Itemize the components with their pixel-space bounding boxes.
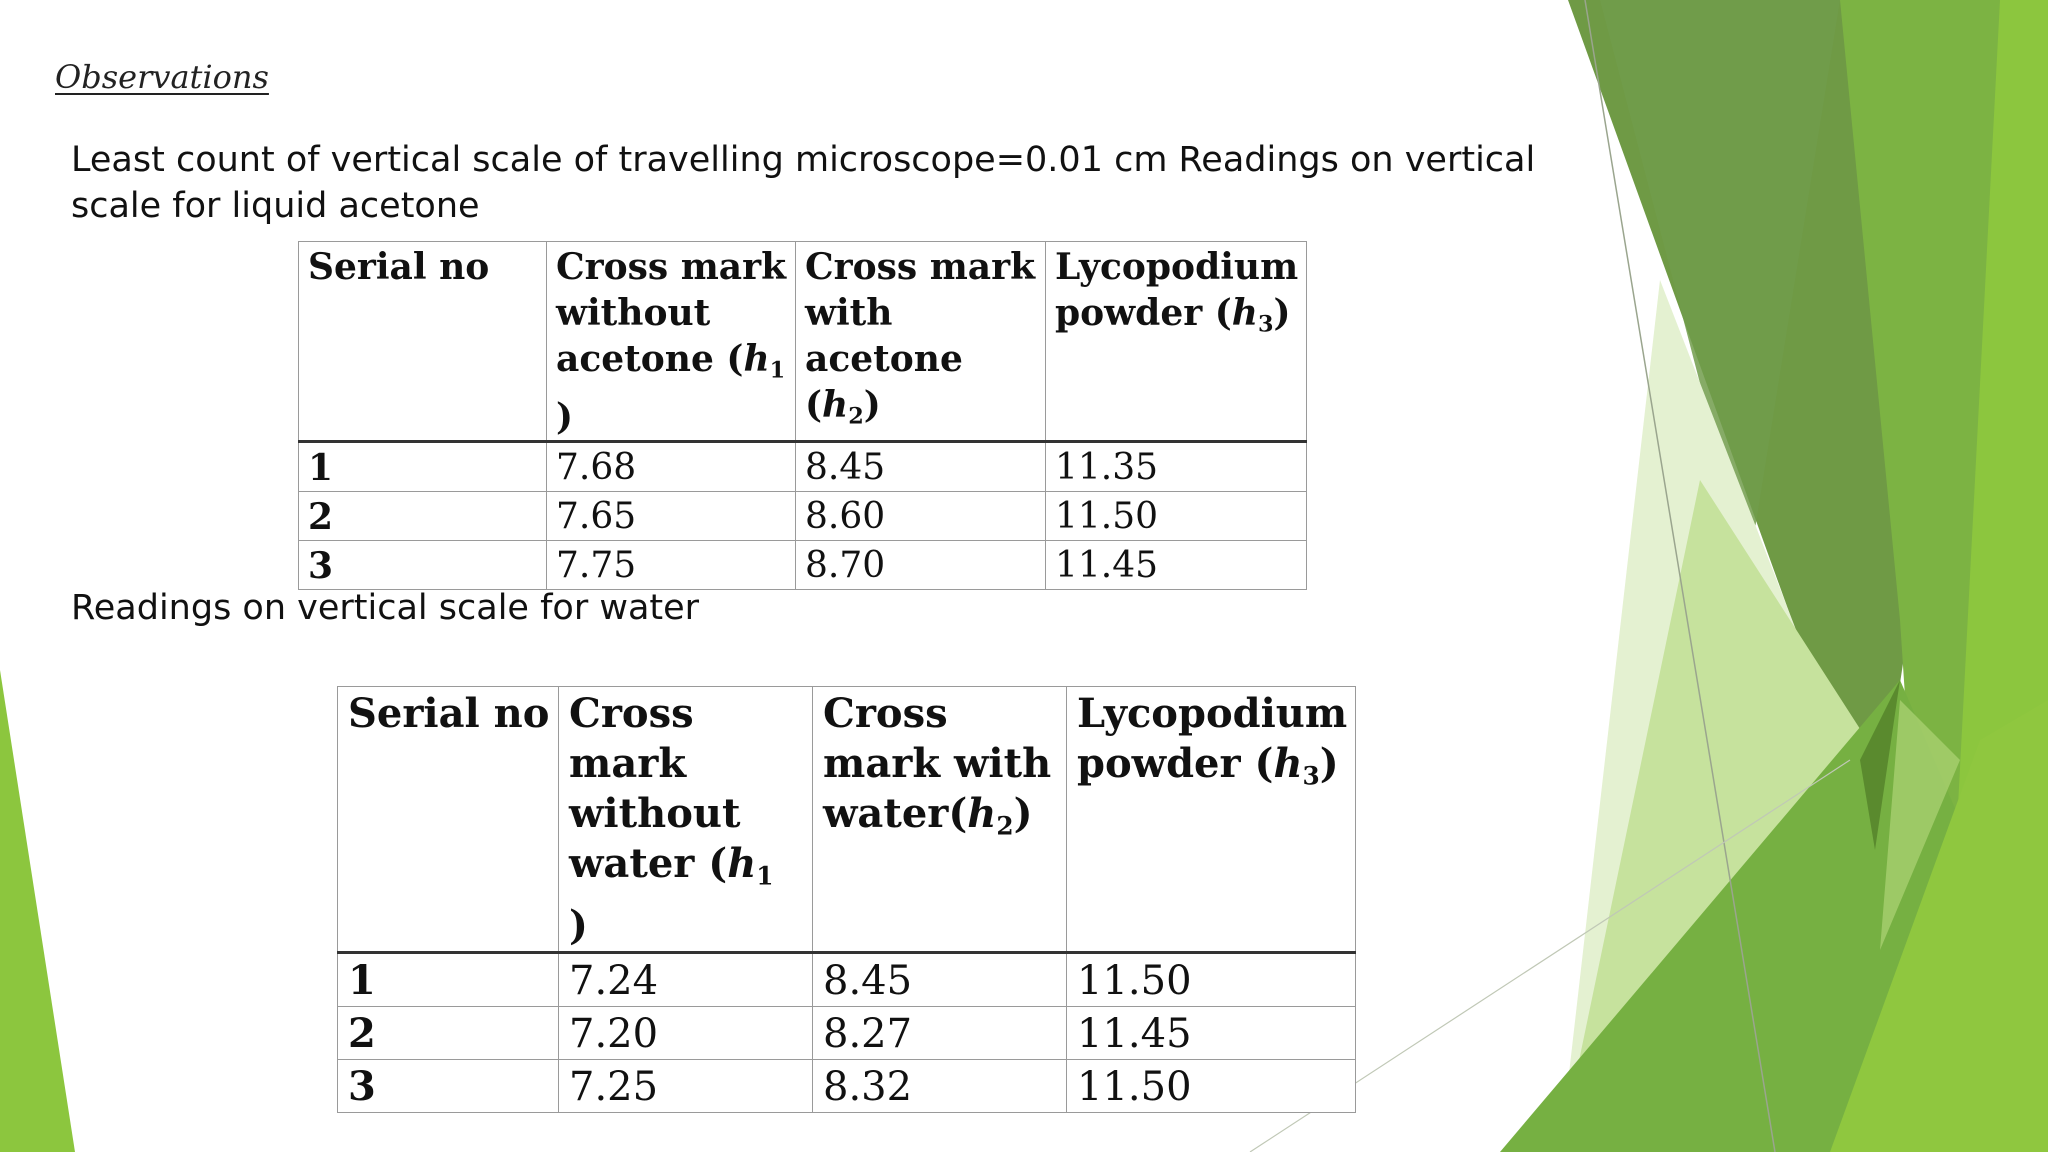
- acetone-header-h3: Lycopodium powder $(h_3)$: [1046, 242, 1307, 442]
- serial-cell: 3: [299, 540, 547, 589]
- h2-cell: 8.27: [813, 1007, 1067, 1060]
- h2-cell: 8.60: [796, 491, 1046, 540]
- serial-cell: 1: [299, 441, 547, 491]
- water-readings-paragraph: Readings on vertical scale for water: [71, 588, 700, 628]
- acetone-header-h2: Cross mark with acetone $(h_2)$: [796, 242, 1046, 442]
- h1-cell: 7.20: [559, 1007, 813, 1060]
- h1-cell: 7.75: [547, 540, 796, 589]
- h1-cell: 7.24: [559, 953, 813, 1007]
- h1-cell: 7.25: [559, 1060, 813, 1113]
- table-row: [299, 540, 1307, 589]
- table-row: [338, 953, 1356, 1007]
- h3-cell: 11.45: [1046, 540, 1307, 589]
- serial-cell: 3: [338, 1060, 559, 1113]
- h3-cell: 11.35: [1046, 441, 1307, 491]
- acetone-header-h1: Cross mark without acetone ($h_1$ ): [547, 242, 796, 442]
- water-readings-table: [337, 686, 1356, 1113]
- acetone-readings-table: [298, 241, 1307, 590]
- table-row: [299, 441, 1307, 491]
- h1-cell: 7.65: [547, 491, 796, 540]
- table-row: [338, 1007, 1356, 1060]
- water-header-h1: Cross mark without water ($h_1$ ): [559, 687, 813, 953]
- serial-cell: 2: [299, 491, 547, 540]
- h3-cell: 11.50: [1046, 491, 1307, 540]
- h1-cell: 7.68: [547, 441, 796, 491]
- left-green-sliver: [0, 670, 75, 1152]
- h3-cell: 11.50: [1067, 1060, 1356, 1113]
- h2-cell: 8.70: [796, 540, 1046, 589]
- acetone-header-serial: Serial no: [299, 242, 547, 442]
- h3-cell: 11.45: [1067, 1007, 1356, 1060]
- water-table-header-row: [338, 687, 1356, 953]
- water-header-h2: Cross mark with $water(h_2)$: [813, 687, 1067, 953]
- water-header-serial: Serial no: [338, 687, 559, 953]
- h3-cell: 11.50: [1067, 953, 1356, 1007]
- h2-cell: 8.32: [813, 1060, 1067, 1113]
- water-header-h3: Lycopodium powder $(h_3)$: [1067, 687, 1356, 953]
- table-row: [299, 491, 1307, 540]
- serial-cell: 1: [338, 953, 559, 1007]
- observations-heading: Observations: [55, 58, 269, 96]
- least-count-paragraph: Least count of vertical scale of travelling microscope=0.01 cm Readings on vertical scale for liquid acetone: [71, 140, 1536, 226]
- serial-cell: 2: [338, 1007, 559, 1060]
- acetone-table-header-row: [299, 242, 1307, 442]
- h2-cell: 8.45: [813, 953, 1067, 1007]
- table-row: [338, 1060, 1356, 1113]
- h2-cell: 8.45: [796, 441, 1046, 491]
